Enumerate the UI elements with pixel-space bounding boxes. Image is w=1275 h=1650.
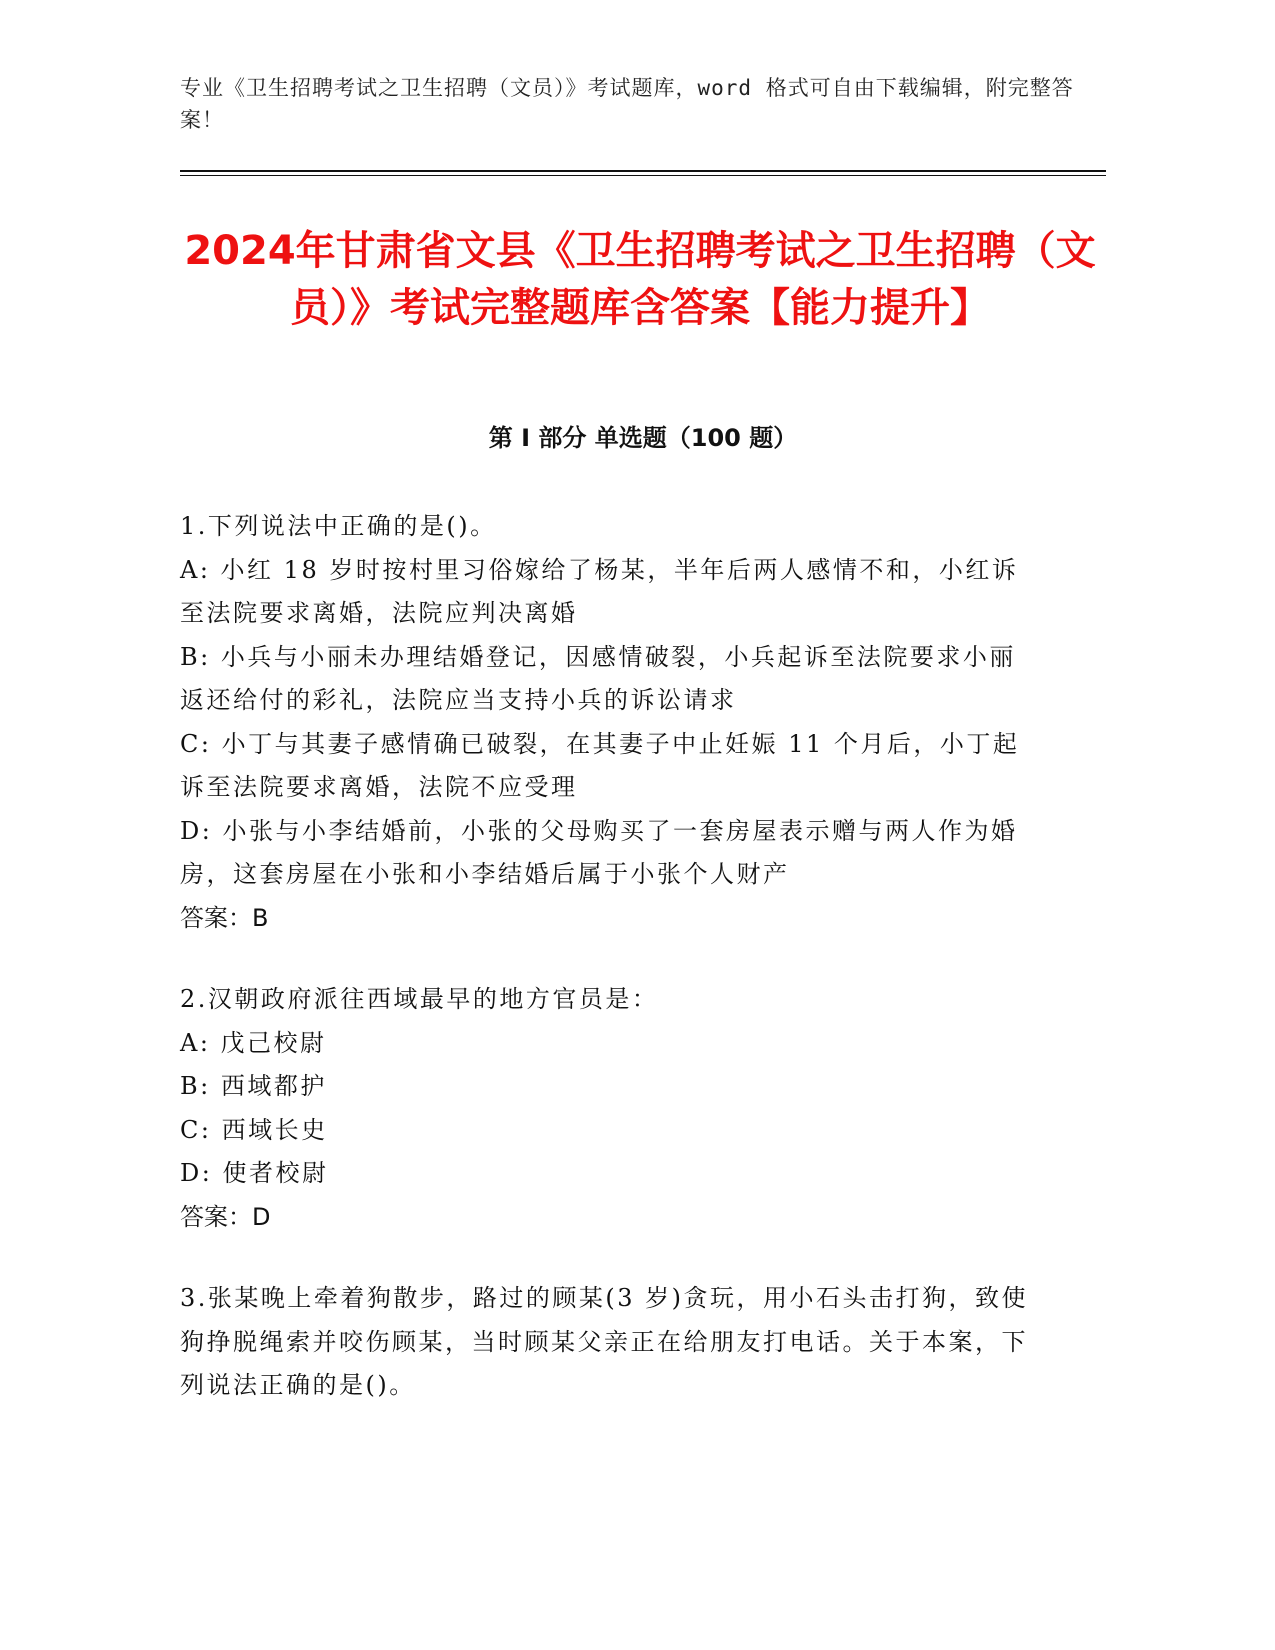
section-heading: 第 I 部分 单选题（100 题） (488, 424, 798, 452)
option-d: D: 使者校尉 (180, 1159, 329, 1187)
question-stem: 3.张某晚上牵着狗散步，路过的顾某(3 岁)贪玩，用小石头击打狗，致使狗挣脱绳索并咬伤顾某，当时顾某父亲正在给朋友打电话。关于本案，下列说法正确的是()。 (180, 1284, 1029, 1399)
option-c: C: 西域长史 (180, 1115, 328, 1144)
option-a: A: 小红 18 岁时按村里习俗嫁给了杨某，半年后两人感情不和，小红诉至法院要求离婚，法院应判决离婚 (180, 555, 1019, 627)
option-a: A: 戊己校尉 (180, 1028, 327, 1057)
option-d: D: 小张与小李结婚前，小张的父母购买了一套房屋表示赠与两人作为婚房，这套房屋在小张和小李结婚后属于小张个人财产 (180, 816, 1018, 888)
option-c: C: 小丁与其妻子感情确已破裂，在其妻子中止妊娠 11 个月后，小丁起诉至法院要求离婚，法院不应受理 (180, 729, 1020, 801)
header-note: 专业《卫生招聘考试之卫生招聘（文员）》考试题库，word 格式可自由下载编辑，附完整答案！ (180, 76, 1074, 132)
answer-line: 答案：B (180, 903, 269, 932)
question-1 (180, 505, 1040, 940)
header-rule-thick (180, 170, 1106, 172)
question-2 (180, 978, 1040, 1239)
answer-line: 答案：D (180, 1202, 271, 1231)
question-list (180, 505, 1040, 1446)
question-3 (180, 1277, 1040, 1408)
question-stem: 2.汉朝政府派往西域最早的地方官员是： (180, 985, 659, 1013)
document-title: 2024年甘肃省文县《卫生招聘考试之卫生招聘（文员）》考试完整题库含答案【能力提升】 (184, 228, 1096, 331)
option-b: B: 小兵与小丽未办理结婚登记，因感情破裂，小兵起诉至法院要求小丽返还给付的彩礼，法院应当支持小兵的诉讼请求 (180, 642, 1016, 714)
header-rule-thin (180, 175, 1106, 176)
option-b: B: 西域都护 (180, 1072, 327, 1100)
question-stem: 1.下列说法中正确的是()。 (180, 512, 497, 540)
